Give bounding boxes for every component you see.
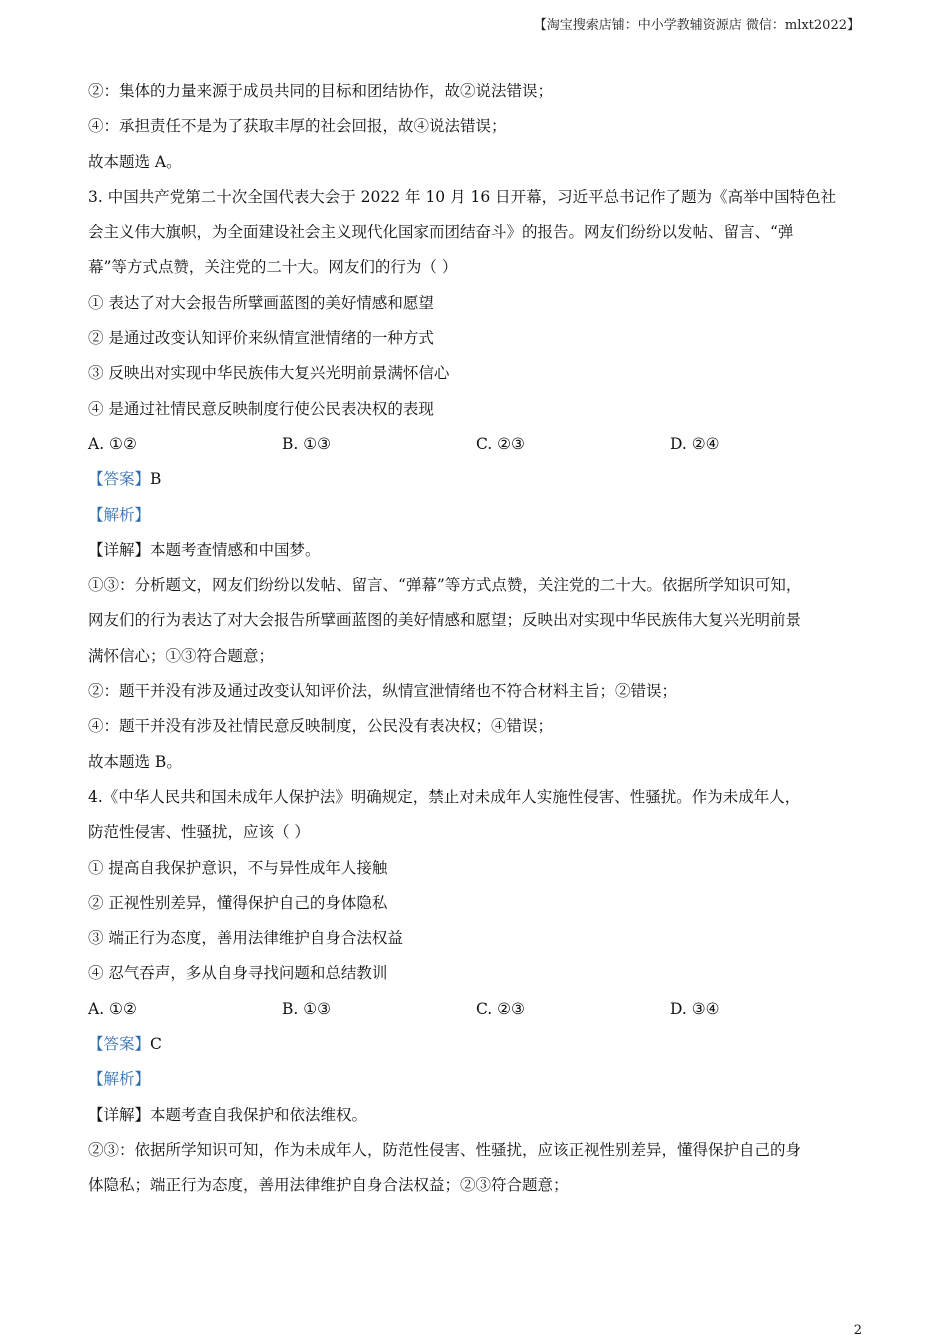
answer-value: C <box>150 1035 162 1054</box>
option-d: D. ③④ <box>670 999 720 1018</box>
question-4-options <box>88 992 868 1027</box>
option-b: B. ①③ <box>282 434 332 453</box>
question-3-stem: 3. 中国共产党第二十次全国代表大会于 2022 年 10 月 16 日开幕，习近平总书记作了题为《高举中国特色社 <box>88 187 837 206</box>
detail-line: ②③：依据所学知识可知，作为未成年人，防范性侵害、性骚扰，应该正视性别差异，懂得保护自己的身 <box>88 1140 802 1159</box>
option-b: B. ①③ <box>282 999 332 1018</box>
text-line: ②：集体的力量来源于成员共同的目标和团结协作，故②说法错误； <box>88 82 554 100</box>
option-c: C. ②③ <box>476 999 525 1018</box>
question-4-answer <box>88 1027 868 1062</box>
option-a: A. ①② <box>88 999 137 1018</box>
option-d: D. ②④ <box>670 434 720 453</box>
text-line: 故本题选 A。 <box>88 152 182 171</box>
detail-line: ④：题干并没有涉及社情民意反映制度，公民没有表决权；④错误； <box>88 717 554 736</box>
text-line: ④：承担责任不是为了获取丰厚的社会回报，故④说法错误； <box>88 117 507 136</box>
analysis-tag: 【解析】 <box>88 505 151 524</box>
question-3-stem: 会主义伟大旗帜，为全面建设社会主义现代化国家而团结奋斗》的报告。网友们纷纷以发帖、留言、“弹 <box>88 223 794 242</box>
question-3-answer <box>88 462 868 497</box>
analysis-tag: 【解析】 <box>88 1070 151 1089</box>
detail-line: 网友们的行为表达了对大会报告所擘画蓝图的美好情感和愿望；反映出对实现中华民族伟大复兴光明前景 <box>88 611 802 630</box>
question-4-stem: 4.《中华人民共和国未成年人保护法》明确规定，禁止对未成年人实施性侵害、性骚扰。作为未成年人， <box>88 787 801 806</box>
detail-line: 体隐私；端正行为态度，善用法律维护自身合法权益；②③符合题意； <box>88 1176 569 1195</box>
page-number: 2 <box>853 1323 862 1338</box>
detail-line: 故本题选 B。 <box>88 752 182 771</box>
detail-line: ①③：分析题文，网友们纷纷以发帖、留言、“弹幕”等方式点赞，关注党的二十大。依据所学知识可知， <box>88 576 802 595</box>
question-3-stem: 幕”等方式点赞，关注党的二十大。网友们的行为（ ） <box>88 258 458 277</box>
question-4-statement: ③ 端正行为态度，善用法律维护自身合法权益 <box>88 929 403 948</box>
question-4-statement: ② 正视性别差异，懂得保护自己的身体隐私 <box>88 893 388 912</box>
question-3-statement: ② 是通过改变认知评价来纵情宣泄情绪的一种方式 <box>88 329 434 348</box>
answer-tag: 【答案】 <box>88 470 151 489</box>
answer-value: B <box>150 470 162 489</box>
question-4-stem: 防范性侵害、性骚扰，应该（ ） <box>88 823 310 842</box>
detail-line: 满怀信心；①③符合题意； <box>88 646 275 665</box>
detail-line: ②：题干并没有涉及通过改变认知评价法，纵情宣泄情绪也不符合材料主旨；②错误； <box>88 682 678 701</box>
question-4-statement: ④ 忍气吞声，多从自身寻找问题和总结教训 <box>88 964 388 983</box>
option-a: A. ①② <box>88 434 137 453</box>
page-header: 【淘宝搜索店铺：中小学教辅资源店 微信：mlxt2022】 <box>533 18 860 33</box>
answer-tag: 【答案】 <box>88 1035 151 1054</box>
option-c: C. ②③ <box>476 434 525 453</box>
detail-line: 【详解】本题考查自我保护和依法维权。 <box>88 1105 368 1124</box>
question-3-options <box>88 427 868 462</box>
question-3-statement: ① 表达了对大会报告所擘画蓝图的美好情感和愿望 <box>88 293 434 312</box>
document-body <box>88 74 868 1204</box>
detail-line: 【详解】本题考查情感和中国梦。 <box>88 540 321 559</box>
question-4-statement: ① 提高自我保护意识，不与异性成年人接触 <box>88 858 388 877</box>
question-3-statement: ③ 反映出对实现中华民族伟大复兴光明前景满怀信心 <box>88 364 450 383</box>
question-3-statement: ④ 是通过社情民意反映制度行使公民表决权的表现 <box>88 399 434 418</box>
